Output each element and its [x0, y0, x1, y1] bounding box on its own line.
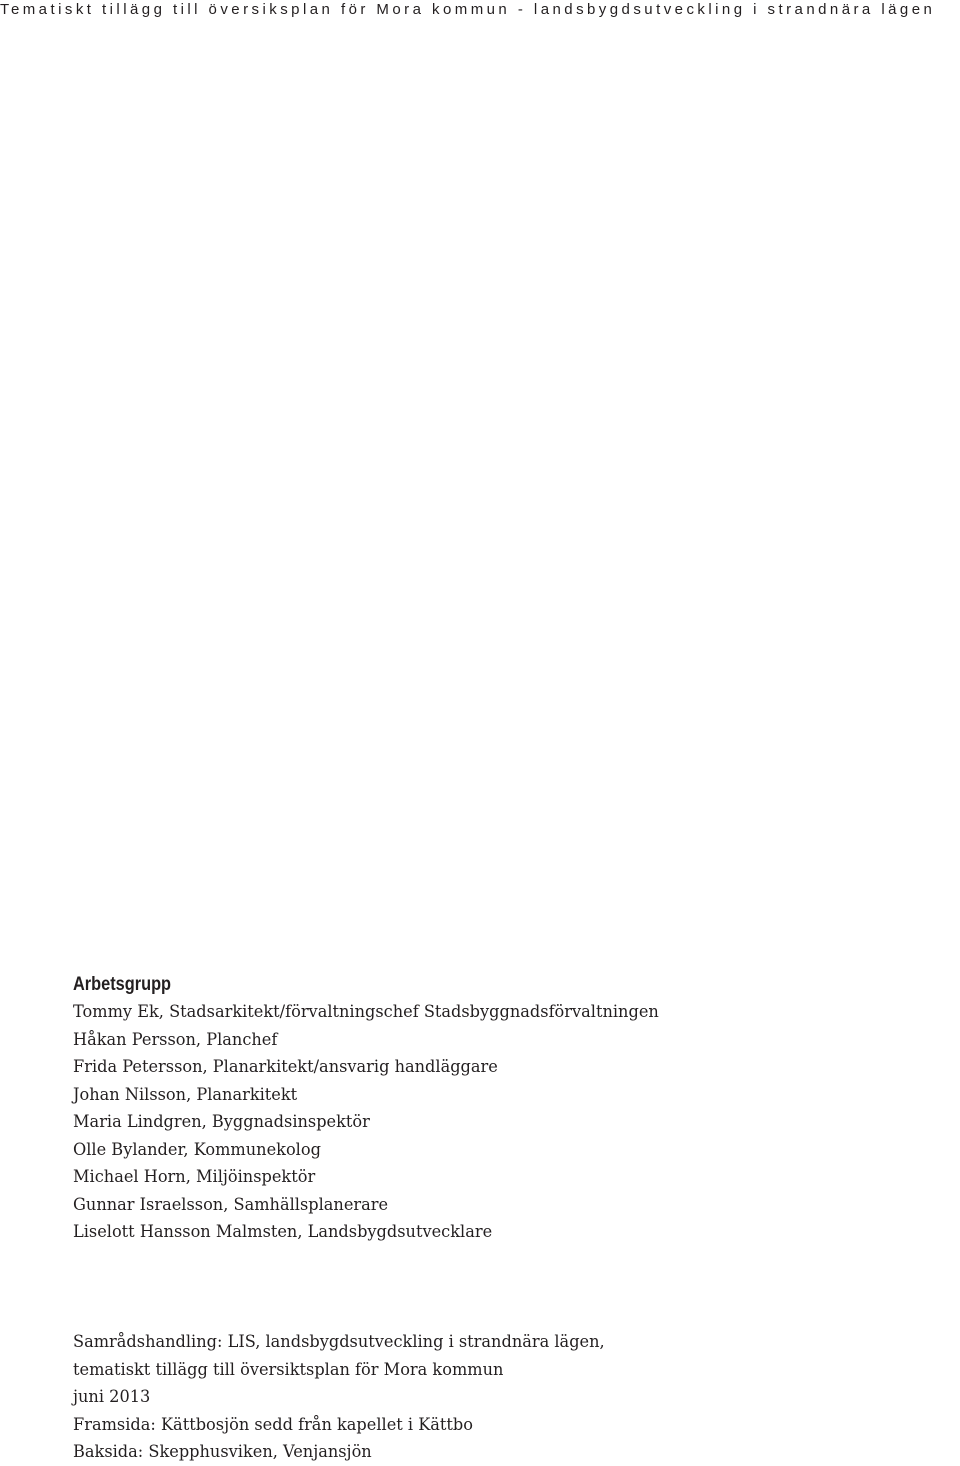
member-item: Maria Lindgren, Byggnadsinspektör [73, 1112, 370, 1131]
member-item: Johan Nilsson, Planarkitekt [73, 1084, 298, 1104]
consultation-document-line2: tematiskt tillägg till översiktsplan för Mora kommun [73, 1359, 504, 1379]
document-info-section [73, 1328, 933, 1466]
consultation-document-line1: Samrådshandling: LIS, landsbygdsutveckling i strandnära lägen, [73, 1332, 605, 1351]
member-item: Liselott Hansson Malmsten, Landsbygdsutvecklare [73, 1222, 493, 1241]
member-item: Frida Petersson, Planarkitekt/ansvarig handläggare [73, 1057, 498, 1076]
back-cover-caption: Baksida: Skepphusviken, Venjansjön [73, 1442, 372, 1461]
member-item: Håkan Persson, Planchef [73, 1029, 278, 1049]
running-header: Tematiskt tillägg till översiksplan för Mora kommun - landsbygdsutveckling i strandnära lägen [0, 1, 936, 18]
member-item: Olle Bylander, Kommunekolog [73, 1139, 321, 1159]
front-cover-caption: Framsida: Kättbosjön sedd från kapellet i Kättbo [73, 1414, 474, 1434]
member-item: Michael Horn, Miljöinspektör [73, 1167, 316, 1186]
member-item: Tommy Ek, Stadsarkitekt/förvaltningschef Stadsbyggnadsförvaltningen [73, 1002, 659, 1021]
member-list [73, 998, 933, 1246]
document-date: juni 2013 [73, 1387, 151, 1406]
workgroup-heading: Arbetsgrupp [73, 974, 172, 995]
member-item: Gunnar Israelsson, Samhällsplanerare [73, 1194, 389, 1214]
workgroup-section [73, 972, 933, 1246]
